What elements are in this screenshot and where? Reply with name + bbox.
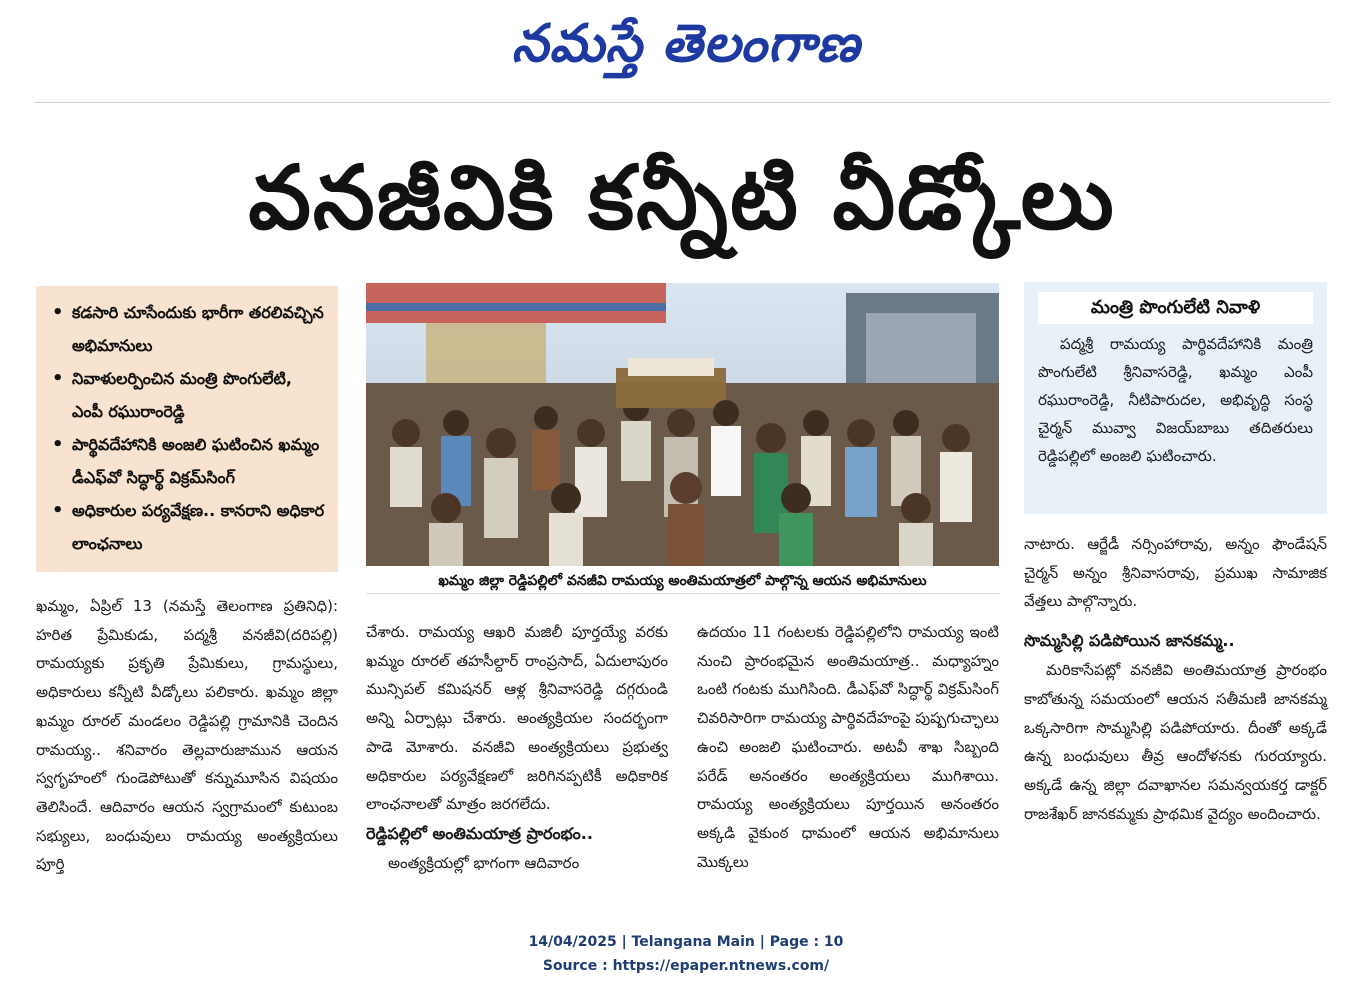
highlight-item — [50, 428, 328, 494]
highlight-text: కడసారి చూసేందుకు భారీగా తరలివచ్చిన అభిమానులు — [72, 303, 324, 355]
highlight-item — [50, 494, 328, 560]
crowd-photo-illustration — [366, 283, 999, 566]
bullet-icon: • — [52, 302, 64, 323]
article-column-1 — [36, 592, 338, 879]
photo-caption: ఖమ్మం జిల్లా రెడ్డిపల్లిలో వనజీవి రామయ్య అంతిమయాత్రలో పాల్గొన్న ఆయన అభిమానులు — [366, 569, 999, 594]
section-subhead: రెడ్డిపల్లిలో అంతిమయాత్ర ప్రారంభం.. — [366, 823, 593, 843]
column-text: ఉదయం 11 గంటలకు రెడ్డిపల్లిలోని రామయ్య ఇంటి నుంచి ప్రారంభమైన అంతిమయాత్ర.. మధ్యాహ్నం ఒంటి గంటకు ముగిసింది. డీఎఫ్‌వో సిద్ధార్థ్ విక్రమ్‌సింగ్ చివరిసారిగా రామయ్య పార్థివదేహంపై పుష్పగుచ్ఛాలు ఉంచి అంజలి ఘటించారు. అటవీ శాఖ సిబ్బంది పరేడ్ అనంతరం అంత్యక్రియలు ముగిశాయి. రామయ్య అంత్యక్రియలు పూర్తయిన అనంతరం అక్కడి వైకుంఠ ధామంలో ఆయన అభిమానులు మొక్కలు — [697, 623, 999, 871]
sidebox-title: మంత్రి పొంగులేటి నివాళి — [1038, 292, 1313, 324]
article-headline: వనజీవికి కన్నీటి వీడ్కోలు — [248, 146, 1116, 249]
bullet-icon: • — [52, 434, 64, 455]
highlight-item — [50, 362, 328, 428]
bullet-icon: • — [52, 500, 64, 521]
newspaper-masthead: నమస్తే తెలంగాణ — [511, 13, 861, 74]
highlights-box — [36, 286, 338, 572]
article-column-4 — [1024, 530, 1327, 828]
article-column-3 — [697, 618, 999, 876]
column-text: మరికాసేపట్లో వనజీవి అంతిమయాత్ర ప్రారంభం కాబోతున్న సమయంలో ఆయన సతీమణి జానకమ్మ ఒక్కసారిగా సొమ్మసిల్లి పడిపోయారు. దీంతో అక్కడే ఉన్న బంధువులు తీవ్ర ఆందోళనకు గురయ్యారు. అక్కడే ఉన్న జిల్లా దవాఖానల సమన్వయకర్త డాక్టర్ రాజశేఖర్ జానకమ్మకు ప్రాథమిక వైద్యం అందించారు. — [1024, 661, 1327, 823]
column-text: అంత్యక్రియల్లో భాగంగా ఆదివారం — [388, 853, 580, 872]
masthead-divider — [34, 102, 1330, 103]
highlight-text: అధికారుల పర్యవేక్షణ.. కానరాని అధికార లాంఛనాలు — [72, 501, 325, 553]
section-subhead: సొమ్మసిల్లి పడిపోయిన జానకమ్మ.. — [1024, 631, 1235, 651]
sidebox-body: పద్మశ్రీ రామయ్య పార్థివదేహానికి మంత్రి పొంగులేటి శ్రీనివాసరెడ్డి, ఖమ్మం ఎంపీ రఘురాంరెడ్డి, నీటిపారుదల, అభివృద్ధి సంస్థ చైర్మన్ మువ్వా విజయ్‌బాబు తదితరులు రెడ్డిపల్లిలో అంజలి ఘటించారు. — [1038, 335, 1313, 465]
highlight-text: నివాళులర్పించిన మంత్రి పొంగులేటి, ఎంపీ రఘురాంరెడ్డి — [72, 369, 292, 421]
column-text: చేశారు. రామయ్య ఆఖరి మజిలీ పూర్తయ్యే వరకు ఖమ్మం రూరల్ తహసీల్దార్ రాంప్రసాద్, ఏదులాపురం మున్సిపల్ కమిషనర్ ఆళ్ల శ్రీనివాసరెడ్డి దగ్గరుండి అన్ని ఏర్పాట్లు చేశారు. అంత్యక్రియల సందర్భంగా పాడె మోశారు. వనజీవి అంత్యక్రియలు ప్రభుత్వ అధికారుల పర్యవేక్షణలో జరిగినప్పటికీ అధికారిక లాంఛనాలతో మాత్రం జరగలేదు. — [366, 623, 668, 814]
article-column-2 — [366, 618, 668, 878]
highlight-text: పార్థివదేహానికి అంజలి ఘటించిన ఖమ్మం డీఎఫ్‌వో సిద్ధార్థ్ విక్రమ్‌సింగ్ — [72, 435, 320, 487]
source-link[interactable]: Source : https://epaper.ntnews.com/ — [542, 958, 830, 974]
bullet-icon: • — [52, 368, 64, 389]
highlight-item — [50, 296, 328, 362]
edition-info: 14/04/2025 | Telangana Main | Page : 10 — [528, 934, 844, 950]
funeral-procession-photo — [366, 283, 999, 566]
column-text: నాటారు. ఆర్జేడీ నర్సింహారావు, అన్నం ఫౌండేషన్ చైర్మన్ అన్నం శ్రీనివాసరావు, ప్రముఖ సామాజిక వేత్తలు పాల్గొన్నారు. — [1024, 535, 1327, 611]
tribute-sidebox — [1024, 282, 1327, 514]
column-text: ఖమ్మం, ఏప్రిల్ 13 (నమస్తే తెలంగాణ ప్రతినిధి): హరిత ప్రేమికుడు, పద్మశ్రీ వనజీవి(దరిపల్లి) రామయ్యకు ప్రకృతి ప్రేమికులు, గ్రామస్థులు, అధికారులు కన్నీటి వీడ్కోలు పలికారు. ఖమ్మం జిల్లా ఖమ్మం రూరల్ మండలం రెడ్డిపల్లి గ్రామానికి చెందిన రామయ్య.. శనివారం తెల్లవారుజామున ఆయన స్వగృహంలో గుండెపోటుతో కన్నుమూసిన విషయం తెలిసిందే. ఆదివారం ఆయన స్వగ్రామంలో కుటుంబ సభ్యులు, బంధువులు రామయ్య అంత్యక్రియలు పూర్తి — [36, 597, 338, 874]
